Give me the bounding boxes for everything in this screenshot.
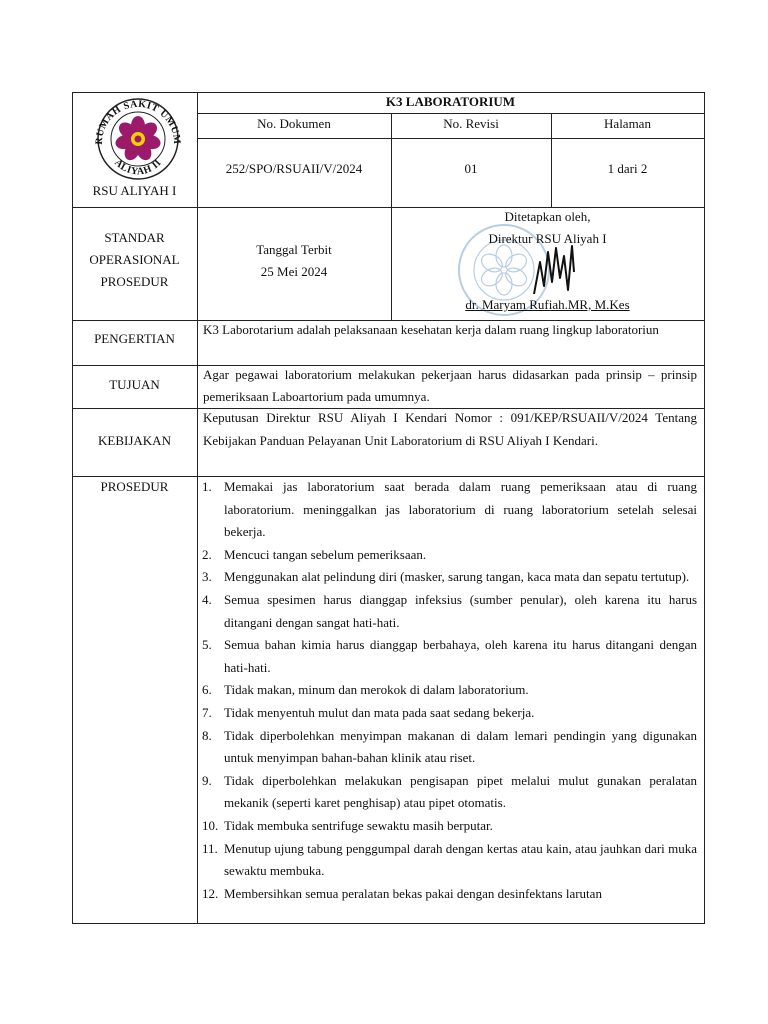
- dokumen-value: 252/SPO/RSUAII/V/2024: [225, 161, 363, 176]
- sop-label-line2: OPERASIONAL: [89, 252, 180, 267]
- halaman-value: 1 dari 2: [607, 161, 648, 176]
- prosedur-item: [202, 679, 697, 702]
- sop-label-line1: STANDAR: [104, 230, 165, 245]
- prosedur-item-number: 2.: [202, 546, 212, 562]
- signature: [530, 242, 578, 298]
- col-header-dokumen: No. Dokumen: [257, 116, 331, 131]
- col-header-halaman: Halaman: [604, 116, 651, 131]
- revisi-value: 01: [464, 161, 478, 176]
- prosedur-item-number: 5.: [202, 637, 212, 653]
- prosedur-item-number: 4.: [202, 591, 212, 607]
- table-border-left: [72, 92, 73, 924]
- sop-label: [72, 227, 197, 293]
- tujuan-label: TUJUAN: [109, 377, 160, 392]
- hospital-name: RSU ALIYAH I: [92, 183, 177, 198]
- flower-icon: [114, 116, 162, 163]
- prosedur-item-text: Tidak menyentuh mulut dan mata pada saat sedang bekerja.: [224, 704, 535, 720]
- logo-text-bottom: ALIYAH II: [112, 157, 164, 178]
- prosedur-item-text: Tidak diperbolehkan menyimpan makanan di dalam lemari pendingin yang digunakan untuk menyimpan bahan-bahan klinik atau riset.: [224, 727, 697, 766]
- header-columns-divider: [197, 138, 704, 139]
- ditetapkan-text: Ditetapkan oleh,: [504, 209, 591, 224]
- prosedur-item: [202, 566, 697, 589]
- prosedur-item-text: Menggunakan alat pelindung diri (masker, sarung tangan, kaca mata dan sepatu tertutup).: [224, 569, 690, 585]
- tujuan-text: Agar pegawai laboratorium melakukan pekerjaan harus didasarkan pada prinsip – prinsip pemeriksaan Laboartorium pada umumnya.: [203, 367, 697, 404]
- prosedur-item: [202, 815, 697, 838]
- prosedur-item-text: Tidak makan, minum dan merokok di dalam laboratorium.: [224, 682, 529, 698]
- prosedur-item: [202, 589, 697, 634]
- pengertian-text: K3 Laborotarium adalah pelaksanaan kesehatan kerja dalam ruang lingkup laboratoriun: [203, 322, 659, 337]
- col-header-revisi: No. Revisi: [443, 116, 499, 131]
- prosedur-item-text: Memakai jas laboratorium saat berada dalam ruang pemeriksaan atau di ruang laboratorium. meninggalkan jas laboratorium di ruang laboratorium setelah selesai bekerja.: [224, 479, 697, 540]
- prosedur-item-number: 1.: [202, 479, 212, 494]
- prosedur-item: [202, 702, 697, 725]
- prosedur-item-number: 12.: [202, 885, 219, 901]
- document-title: K3 LABORATORIUM: [385, 94, 516, 109]
- prosedur-item: [202, 838, 697, 883]
- prosedur-label: PROSEDUR: [100, 479, 169, 494]
- kebijakan-label: KEBIJAKAN: [98, 433, 171, 448]
- prosedur-item: [202, 725, 697, 770]
- tanggal-terbit: [197, 239, 391, 283]
- signer-name: dr. Maryam Rufiah.MR, M.Kes: [465, 297, 630, 312]
- pengertian-label: PENGERTIAN: [94, 331, 175, 346]
- table-divider-label-column: [197, 92, 198, 924]
- prosedur-item-text: Semua spesimen harus dianggap infeksius (sumber penular), oleh karena itu harus ditangani dengan sangat hati-hati.: [224, 591, 697, 630]
- prosedur-list: [202, 476, 697, 905]
- prosedur-item-number: 10.: [202, 817, 219, 833]
- table-border-right: [704, 92, 705, 924]
- header-title-divider: [197, 113, 704, 114]
- prosedur-item-text: Membersihkan semua peralatan bekas pakai dengan desinfektans larutan: [224, 885, 602, 901]
- kebijakan-text: Keputusan Direktur RSU Aliyah I Kendari Nomor : 091/KEP/RSUAII/V/2024 Tentang Kebijakan Panduan Pelayanan Unit Laboratorium di RSU Aliyah I Kendari.: [203, 410, 697, 448]
- prosedur-item-number: 3.: [202, 569, 212, 585]
- sop-label-line3: PROSEDUR: [100, 274, 169, 289]
- prosedur-item: [202, 476, 697, 544]
- hospital-logo: [92, 97, 184, 181]
- tanggal-label: Tanggal Terbit: [256, 242, 332, 257]
- prosedur-item-number: 11.: [202, 840, 218, 856]
- prosedur-item-number: 7.: [202, 704, 212, 720]
- prosedur-list-container: [202, 476, 697, 922]
- prosedur-item: [202, 634, 697, 679]
- prosedur-item: [202, 770, 697, 815]
- direktur-text: Direktur RSU Aliyah I: [488, 231, 607, 246]
- prosedur-item-text: Semua bahan kimia harus dianggap berbahaya, oleh karena itu harus ditangani dengan hati-hati.: [224, 637, 697, 675]
- prosedur-item-text: Menutup ujung tabung penggumpal darah dengan kertas atau kain, atau jauhkan dari muka sewaktu membuka.: [224, 840, 697, 879]
- table-border-bottom: [72, 923, 705, 924]
- tanggal-value: 25 Mei 2024: [260, 264, 328, 279]
- prosedur-item-text: Tidak diperbolehkan melakukan pengisapan pipet melalui mulut gunakan peralatan mekanik (seperti karet penghisap) atau pipet otomatis.: [224, 772, 697, 811]
- prosedur-item-number: 6.: [202, 682, 212, 698]
- prosedur-item-text: Mencuci tangan sebelum pemeriksaan.: [224, 546, 427, 562]
- prosedur-item: [202, 883, 697, 906]
- prosedur-item: [202, 544, 697, 567]
- prosedur-item-number: 8.: [202, 727, 212, 743]
- prosedur-item-number: 9.: [202, 772, 212, 788]
- prosedur-item-text: Tidak membuka sentrifuge sewaktu masih berputar.: [224, 817, 493, 833]
- logo-text-top: RUMAH SAKIT UMUM: [93, 98, 183, 145]
